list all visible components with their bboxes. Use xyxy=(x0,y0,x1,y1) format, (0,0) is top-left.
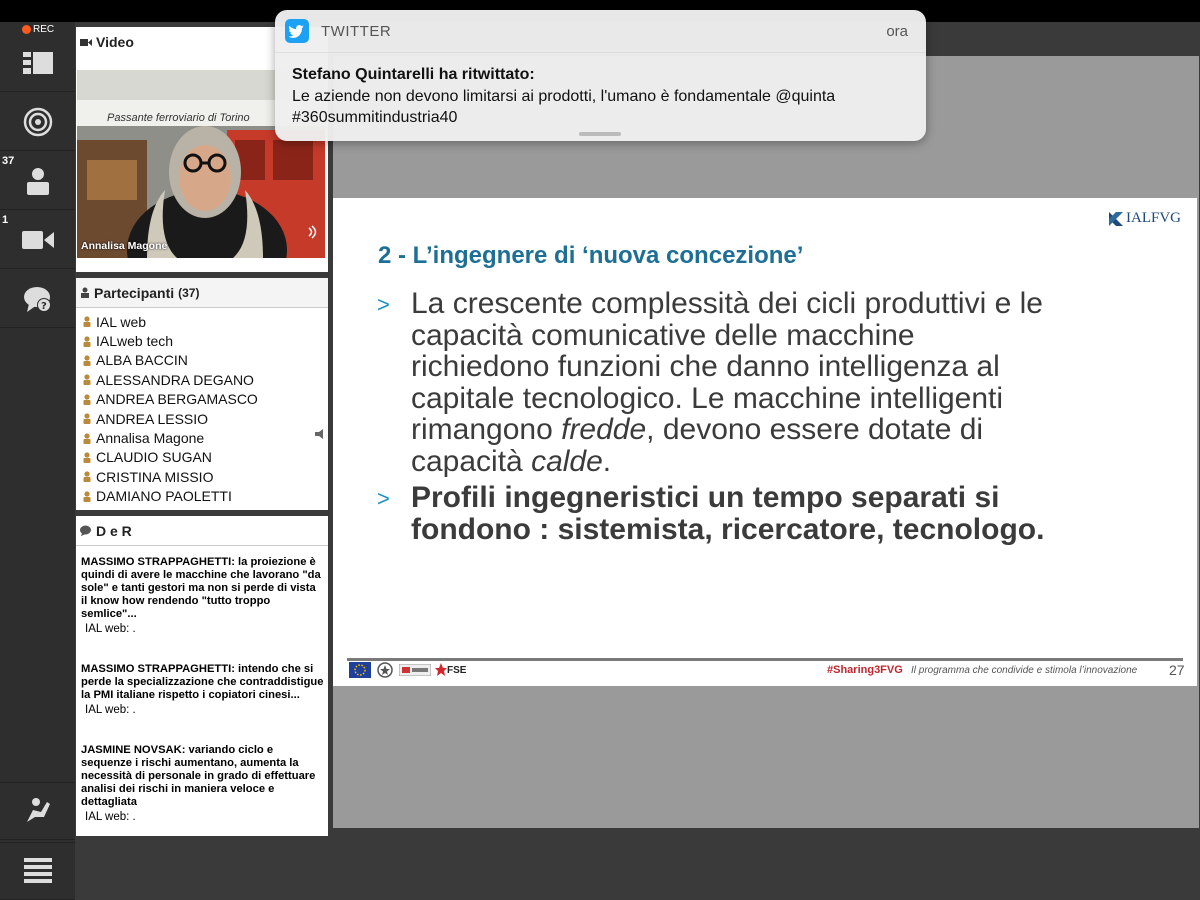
slide-logo-text: IALFVG xyxy=(1126,210,1181,226)
participant-item[interactable] xyxy=(82,448,328,467)
rec-label: REC xyxy=(33,24,55,35)
menu-button[interactable] xyxy=(0,842,75,900)
qa-title: D e R xyxy=(96,522,132,539)
qa-question: MASSIMO STRAPPAGHETTI: intendo che si perde la specializzazione che contraddistigue la PMI italiane rispetto i copiatori cinesi... xyxy=(81,663,324,701)
video-small-icon xyxy=(80,38,92,47)
participant-icon xyxy=(82,336,92,347)
participant-name: CRISTINA MISSIO xyxy=(96,468,214,485)
target-icon xyxy=(23,107,53,137)
qa-small-icon xyxy=(80,525,92,536)
footer-hashtag: #Sharing3FVG xyxy=(827,664,903,676)
twitter-bird-icon xyxy=(285,19,309,43)
republic-emblem-icon xyxy=(377,662,393,678)
questions-button[interactable] xyxy=(0,270,75,328)
attendees-button[interactable] xyxy=(0,152,75,210)
slide-footer xyxy=(347,662,1187,682)
speaking-icon xyxy=(314,428,326,440)
participant-icon xyxy=(82,394,92,405)
qa-answer: IAL web: . xyxy=(85,704,136,716)
twitter-notification[interactable] xyxy=(275,10,926,141)
notification-body: Le aziende non devono limitarsi ai prodotti, l'umano è fondamentale @quinta #360summitindustria40 xyxy=(292,88,836,126)
participant-icon xyxy=(82,452,92,463)
slide-footer-divider xyxy=(347,658,1183,661)
qa-entry xyxy=(81,663,324,716)
left-toolbar xyxy=(0,22,75,900)
participant-icon xyxy=(82,491,92,502)
slide-bullet-2 xyxy=(377,482,1051,545)
raise-hand-button[interactable] xyxy=(0,782,75,840)
ial-logo-icon xyxy=(1109,212,1123,226)
participant-name: DAMIANO PAOLETTI xyxy=(96,488,232,505)
video-camera-icon xyxy=(22,229,54,251)
raise-hand-icon xyxy=(23,796,53,826)
qa-header xyxy=(76,516,328,546)
participant-item[interactable] xyxy=(82,409,328,428)
notification-divider xyxy=(275,52,926,53)
notification-header xyxy=(285,20,908,42)
attendees-count-badge: 37 xyxy=(2,155,15,167)
participant-item[interactable] xyxy=(82,390,328,409)
bullet-arrow-icon: > xyxy=(377,292,390,317)
participant-icon xyxy=(82,433,92,444)
qa-question: JASMINE NOVSAK: variando ciclo e sequenze i rischi aumentano, aumenta la necessità di personale in grado di effettuare analisi dei rischi in maniera veloce e dettagliata xyxy=(81,744,316,808)
participant-name: ALBA BACCIN xyxy=(96,352,188,369)
participant-name: CLAUDIO SUGAN xyxy=(96,449,212,466)
qa-question: MASSIMO STRAPPAGHETTI: la proiezione è quindi di avere le macchine che lavorano "da sole" e tanti gestori ma non si perde di vista il know how rendendo "tutto troppo semlice"... xyxy=(81,556,321,620)
participants-title: Partecipanti xyxy=(94,284,175,301)
qa-list[interactable] xyxy=(76,546,328,823)
qa-answer: IAL web: . xyxy=(85,623,136,635)
slide-bullet-1 xyxy=(377,288,1051,477)
qa-panel xyxy=(76,516,328,836)
participant-icon xyxy=(82,471,92,482)
fse-label: FSE xyxy=(447,665,467,676)
region-logo-icon xyxy=(399,664,431,676)
notification-title: Stefano Quintarelli ha ritwittato: xyxy=(292,66,535,83)
question-bubble-icon xyxy=(23,284,53,314)
participant-item[interactable] xyxy=(82,467,328,486)
bullet-arrow-icon: > xyxy=(377,486,390,511)
participant-icon xyxy=(82,355,92,366)
participants-panel xyxy=(76,278,328,510)
eu-flag-icon xyxy=(349,662,371,678)
participant-item[interactable] xyxy=(82,312,328,331)
footer-tagline: Il programma che condivide e stimola l’innovazione xyxy=(911,665,1138,676)
participant-item[interactable] xyxy=(82,487,328,506)
notification-time: ora xyxy=(886,22,908,40)
camera-count-badge: 1 xyxy=(2,214,9,226)
participant-name: ANDREA LESSIO xyxy=(96,410,209,427)
participant-item[interactable] xyxy=(82,370,328,389)
participant-icon xyxy=(82,374,92,385)
participant-icon xyxy=(82,316,92,327)
bullet-1-em2: calde xyxy=(531,444,603,478)
bullet-1-part2: , devono essere dotate di capacità xyxy=(411,413,984,478)
layout-button[interactable] xyxy=(0,34,75,92)
qa-entry xyxy=(81,556,324,635)
bullet-2-text: Profili ingegneristici un tempo separati si fondono : sistemista, ricercatore, tecnologo. xyxy=(411,481,1045,546)
backdrop-sign: Passante ferroviario di Torino xyxy=(107,112,250,124)
slide-page-number: 27 xyxy=(1169,662,1185,678)
notification-grabber[interactable] xyxy=(579,132,621,136)
slide-logo xyxy=(1109,210,1181,227)
record-dot-icon xyxy=(22,25,31,34)
bullet-1-part3: . xyxy=(602,444,612,478)
participant-item[interactable] xyxy=(82,428,328,447)
notification-app-name: TWITTER xyxy=(321,22,392,40)
participant-item[interactable] xyxy=(82,331,328,350)
participant-name: IALweb tech xyxy=(96,333,174,350)
participant-item[interactable] xyxy=(82,351,328,370)
participants-header xyxy=(76,278,328,308)
participant-name: ANDREA BERGAMASCO xyxy=(96,391,258,408)
speaker-name-label: Annalisa Magone xyxy=(81,240,168,252)
participant-name: Annalisa Magone xyxy=(96,430,205,447)
menu-icon xyxy=(24,858,52,884)
person-icon xyxy=(24,166,52,196)
fse-star-icon xyxy=(435,663,447,677)
qa-answer: IAL web: . xyxy=(85,811,136,823)
participant-name: ALESSANDRA DEGANO xyxy=(96,371,254,388)
video-panel-title: Video xyxy=(96,34,134,50)
slide xyxy=(333,198,1197,686)
slide-title: 2 - L’ingegnere di ‘nuova concezione’ xyxy=(378,242,804,269)
bullet-1-text xyxy=(411,288,1051,477)
layout-icon xyxy=(23,52,53,74)
participant-icon xyxy=(82,413,92,424)
qa-entry xyxy=(81,744,324,823)
participants-list xyxy=(76,308,328,506)
camera-button[interactable] xyxy=(0,211,75,269)
participant-name: IAL web xyxy=(96,313,147,330)
bullet-1-part1: La crescente complessità dei cicli produttivi e le capacità comunicative delle macchine richiedono funzioni che danno intelligenza al capitale tecnologico. Le macchine intelligenti rimangono xyxy=(411,287,1043,446)
participants-count: (37) xyxy=(178,285,200,300)
status-button[interactable] xyxy=(0,93,75,151)
participants-small-icon xyxy=(80,287,90,298)
bullet-1-em1: fredde xyxy=(561,413,647,446)
audio-icon xyxy=(307,225,317,239)
svg-text:?: ? xyxy=(40,300,47,312)
